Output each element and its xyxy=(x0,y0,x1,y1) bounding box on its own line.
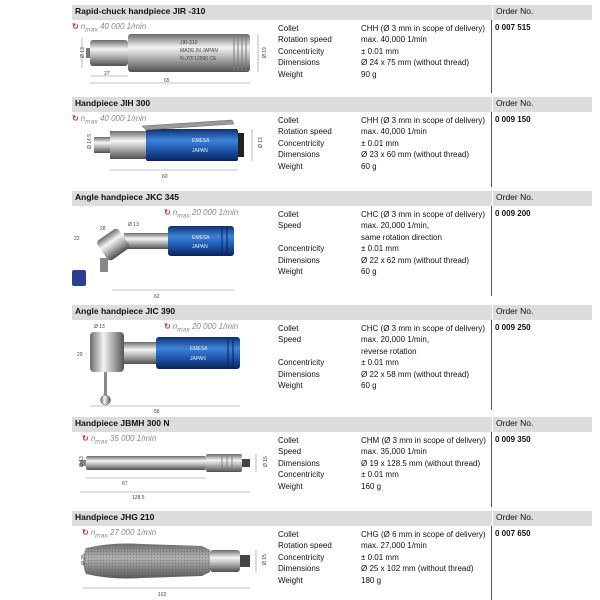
rotation-arrow-icon: ↻ xyxy=(82,434,89,443)
spec-label: Concentricity xyxy=(278,138,325,148)
product-image xyxy=(72,206,272,299)
spec-row xyxy=(278,529,488,540)
dim-d2: Ø 13 xyxy=(128,222,139,228)
spec-value: CHM (Ø 3 mm in scope of delivery) xyxy=(361,436,486,445)
spec-value: Ø 23 x 60 mm (without thread) xyxy=(361,150,470,160)
rotation-arrow-icon: ↻ xyxy=(72,22,79,31)
spec-row xyxy=(278,334,488,345)
grinding-stone xyxy=(72,270,86,286)
spec-value: Ø 22 x 62 mm (without thread) xyxy=(361,255,470,265)
blue-body xyxy=(146,129,238,161)
order-number: 0 009 150 xyxy=(495,115,531,124)
handpiece-drawing xyxy=(72,526,272,600)
section-header xyxy=(72,417,592,432)
spec-value: same rotation direction xyxy=(361,232,442,242)
spec-value: Ø 22 x 58 mm (without thread) xyxy=(361,369,470,379)
product-section-jhg-210 xyxy=(72,511,600,600)
spec-row xyxy=(278,126,488,137)
spec-row xyxy=(278,34,488,45)
spec-label: Concentricity xyxy=(278,552,325,562)
spec-label: Concentricity xyxy=(278,46,325,56)
neck-part xyxy=(124,233,168,249)
dim-d1: Ø 14.5 xyxy=(87,133,93,149)
spec-value: ± 0.01 mm xyxy=(361,552,399,562)
order-number: 0 009 200 xyxy=(495,209,531,218)
spec-label: Weight xyxy=(278,575,303,585)
spec-row xyxy=(278,57,488,68)
chuck-tip xyxy=(86,48,90,58)
spec-row xyxy=(278,46,488,57)
spec-value: 180 g xyxy=(361,575,382,585)
blue-body xyxy=(168,226,234,256)
rpm-prefix: n xyxy=(172,322,178,331)
order-number: 0 007 515 xyxy=(495,23,531,32)
spec-row xyxy=(278,446,488,457)
rpm-value: 27 000 1/min xyxy=(109,528,157,537)
spec-label: Weight xyxy=(278,481,303,491)
rpm-value: 20 000 1/min xyxy=(191,322,239,331)
spec-list xyxy=(278,23,488,80)
spec-value: max. 27,000 1/min xyxy=(361,541,427,551)
tool-shaft xyxy=(104,372,107,398)
dim-l1: 58 xyxy=(154,409,160,413)
product-image xyxy=(72,20,272,93)
spec-row xyxy=(278,23,488,34)
spec-label: Collet xyxy=(278,324,299,333)
spec-row xyxy=(278,232,488,243)
column-divider xyxy=(491,432,492,507)
product-section-jkc-345 xyxy=(72,191,600,299)
order-no-header: Order No. xyxy=(492,98,596,111)
spec-label: Weight xyxy=(278,380,303,390)
product-image xyxy=(72,112,272,187)
engraving-line-1: EMESA xyxy=(192,138,210,144)
spec-value: Ø 19 x 128.5 mm (without thread) xyxy=(361,458,481,468)
dim-l1: 62 xyxy=(154,294,160,299)
rpm-sub: max xyxy=(95,438,108,446)
product-section-jir-310 xyxy=(72,5,600,93)
spec-label: Dimensions xyxy=(278,150,320,160)
rear-part xyxy=(206,454,242,472)
rotation-arrow-icon: ↻ xyxy=(164,322,171,331)
dim-d2: Ø 19 xyxy=(262,47,268,58)
spec-value: Ø 25 x 102 mm (without thread) xyxy=(361,564,474,574)
spec-value: CHC (Ø 3 mm in scope of delivery) xyxy=(361,324,486,333)
rpm-sub: max xyxy=(177,212,190,220)
spec-label: Collet xyxy=(278,436,299,445)
spec-row xyxy=(278,540,488,551)
handpiece-drawing xyxy=(72,20,272,93)
product-section-jic-390 xyxy=(72,305,600,413)
spec-value: ± 0.01 mm xyxy=(361,244,399,254)
spec-value: 60 g xyxy=(361,266,377,276)
spec-value: 160 g xyxy=(361,481,382,491)
spec-label: Collet xyxy=(278,530,299,539)
rpm-value: 40 000 1/min xyxy=(99,22,147,31)
spec-label: Rotation speed xyxy=(278,541,332,551)
spec-label: Speed xyxy=(278,335,302,345)
spec-value: max. 40,000 1/min xyxy=(361,127,427,137)
product-image xyxy=(72,526,272,600)
engraving-line-1: EMESA xyxy=(192,235,210,241)
spec-list xyxy=(278,209,488,277)
spec-value: 90 g xyxy=(361,69,377,79)
rpm-prefix: n xyxy=(90,434,96,443)
rpm-prefix: n xyxy=(90,528,96,537)
handpiece-drawing xyxy=(72,112,272,187)
spec-row xyxy=(278,369,488,380)
spec-value: ± 0.01 mm xyxy=(361,138,399,148)
dim-l2: 128.5 xyxy=(132,495,145,501)
dim-d2: Ø 15 xyxy=(262,554,268,565)
spec-value: max. 20,000 1/min, xyxy=(361,335,430,345)
product-name: Rapid-chuck handpiece JIR -310 xyxy=(75,6,206,16)
spec-list xyxy=(278,435,488,492)
spec-value: Ø 24 x 75 mm (without thread) xyxy=(361,58,470,68)
product-name: Angle handpiece JKC 345 xyxy=(75,192,179,202)
spec-value: CHH (Ø 3 mm in scope of delivery) xyxy=(361,24,486,33)
spec-value: ± 0.01 mm xyxy=(361,46,399,56)
spec-row xyxy=(278,69,488,80)
spec-label: Dimensions xyxy=(278,58,320,68)
spec-row xyxy=(278,323,488,334)
column-divider xyxy=(491,112,492,187)
spec-value: max. 20,000 1/min, xyxy=(361,221,430,231)
spec-value: reverse rotation xyxy=(361,346,417,356)
spec-value: max. 40,000 1/min xyxy=(361,35,427,45)
spec-list xyxy=(278,323,488,391)
spec-row xyxy=(278,563,488,574)
spec-row xyxy=(278,380,488,391)
order-no-header: Order No. xyxy=(492,306,596,319)
spec-value: max. 35,000 1/min xyxy=(361,447,427,457)
rpm-value: 35 000 1/min xyxy=(109,434,157,443)
section-header xyxy=(72,191,592,206)
section-header xyxy=(72,511,592,526)
order-no-header: Order No. xyxy=(492,418,596,431)
rpm-value: 40 000 1/min xyxy=(99,114,147,123)
column-divider xyxy=(491,320,492,410)
spec-label: Dimensions xyxy=(278,369,320,379)
product-section-jbmh-300-n xyxy=(72,417,600,507)
blue-body xyxy=(156,337,240,369)
angle-head xyxy=(90,332,124,372)
spec-value: CHH (Ø 3 mm in scope of delivery) xyxy=(361,116,486,125)
spec-label: Concentricity xyxy=(278,358,325,368)
spec-list xyxy=(278,529,488,586)
rpm-prefix: n xyxy=(80,22,86,31)
column-divider xyxy=(491,206,492,296)
spec-label: Collet xyxy=(278,116,299,125)
handpiece-drawing xyxy=(72,432,272,507)
spec-row xyxy=(278,220,488,231)
dim-l1: 60 xyxy=(162,174,168,180)
ball-tool xyxy=(101,395,111,405)
spec-label: Concentricity xyxy=(278,470,325,480)
product-name: Angle handpiece JIC 390 xyxy=(75,306,176,316)
rpm-prefix: n xyxy=(172,208,178,217)
dim-d2: 29 xyxy=(77,352,83,358)
product-image xyxy=(72,432,272,507)
spec-row xyxy=(278,255,488,266)
order-no-header: Order No. xyxy=(492,192,596,205)
spec-list xyxy=(278,115,488,172)
spec-label: Dimensions xyxy=(278,458,320,468)
spec-label: Weight xyxy=(278,69,303,79)
spec-label: Concentricity xyxy=(278,244,325,254)
collet-nut xyxy=(240,555,250,567)
engraving-line-2: MADE IN JAPAN xyxy=(180,48,218,54)
spec-row xyxy=(278,115,488,126)
spec-value: 60 g xyxy=(361,380,377,390)
spec-value: 60 g xyxy=(361,161,377,171)
rpm-sub: max xyxy=(85,118,98,126)
engraving-line-1: JIR-310 xyxy=(180,40,198,46)
order-number: 0 009 250 xyxy=(495,323,531,332)
engraving-line-2: JAPAN xyxy=(190,356,206,362)
product-section-jih-300 xyxy=(72,97,600,187)
order-no-header: Order No. xyxy=(492,6,596,19)
product-name: Handpiece JIH 300 xyxy=(75,98,151,108)
rpm-sub: max xyxy=(95,532,108,540)
dim-l2: 65 xyxy=(164,78,170,84)
rpm-sub: max xyxy=(177,326,190,334)
section-header xyxy=(72,305,592,320)
dim-l1: 27 xyxy=(104,71,110,77)
spec-row xyxy=(278,575,488,586)
spec-label: Speed xyxy=(278,447,302,457)
dim-d3: 28 xyxy=(100,226,106,232)
angle-head xyxy=(96,227,131,262)
nose-part xyxy=(90,40,128,66)
order-no-header: Order No. xyxy=(492,512,596,525)
spec-row xyxy=(278,346,488,357)
order-number: 0 007 650 xyxy=(495,529,531,538)
spec-row xyxy=(278,458,488,469)
spec-label: Dimensions xyxy=(278,255,320,265)
handpiece-drawing xyxy=(72,320,272,413)
spec-row xyxy=(278,149,488,160)
spec-row xyxy=(278,435,488,446)
spec-label: Rotation speed xyxy=(278,127,332,137)
spec-row xyxy=(278,266,488,277)
rotation-arrow-icon: ↻ xyxy=(72,114,79,123)
neck-part xyxy=(124,342,156,364)
dim-d1: Ø 13 xyxy=(94,324,105,330)
spec-row xyxy=(278,209,488,220)
spec-row xyxy=(278,138,488,149)
dim-l1: 67 xyxy=(122,481,128,487)
section-header xyxy=(72,5,592,20)
section-header xyxy=(72,97,592,112)
spec-label: Speed xyxy=(278,221,302,231)
spec-value: CHG (Ø 6 mm in scope of delivery) xyxy=(361,530,486,539)
spec-value: ± 0.01 mm xyxy=(361,358,399,368)
spec-row xyxy=(278,469,488,480)
engraving-line-2: JAPAN xyxy=(192,148,208,154)
rpm-prefix: n xyxy=(80,114,86,123)
lever xyxy=(142,120,234,130)
dim-d1: Ø 25 xyxy=(81,554,87,565)
spec-row xyxy=(278,357,488,368)
spec-row xyxy=(278,161,488,172)
dim-d1: Ø 13 xyxy=(80,47,86,58)
front-part xyxy=(210,550,240,572)
rotation-arrow-icon: ↻ xyxy=(82,528,89,537)
rpm-value: 20 000 1/min xyxy=(191,208,239,217)
rpm-sub: max xyxy=(85,26,98,34)
column-divider xyxy=(491,20,492,93)
spec-row xyxy=(278,552,488,563)
dim-d2: Ø 15 xyxy=(263,456,269,467)
dim-d1: 22 xyxy=(74,236,80,242)
spec-label: Weight xyxy=(278,266,303,276)
nose-part xyxy=(94,137,110,153)
order-number: 0 009 350 xyxy=(495,435,531,444)
engraving-line-1: EMESA xyxy=(190,346,208,352)
rotation-arrow-icon: ↻ xyxy=(164,208,171,217)
spec-value: CHC (Ø 3 mm in scope of delivery) xyxy=(361,210,486,219)
product-name: Handpiece JBMH 300 N xyxy=(75,418,170,428)
engraving-line-2: JAPAN xyxy=(192,244,208,250)
body-part xyxy=(86,456,206,470)
spec-label: Collet xyxy=(278,24,299,33)
spec-label: Rotation speed xyxy=(278,35,332,45)
engraving-line-3: N-JYF12996 CE xyxy=(180,56,217,62)
spec-row xyxy=(278,481,488,492)
column-divider xyxy=(491,526,492,600)
spec-value: ± 0.01 mm xyxy=(361,470,399,480)
dim-d1: Ø 13 xyxy=(79,456,85,467)
handpiece-drawing xyxy=(72,206,272,299)
product-name: Handpiece JHG 210 xyxy=(75,512,155,522)
spec-label: Dimensions xyxy=(278,564,320,574)
spec-label: Collet xyxy=(278,210,299,219)
dim-l1: 102 xyxy=(158,592,167,598)
spec-label: Weight xyxy=(278,161,303,171)
spec-row xyxy=(278,243,488,254)
dim-d2: Ø 13 xyxy=(258,137,264,148)
product-image xyxy=(72,320,272,413)
